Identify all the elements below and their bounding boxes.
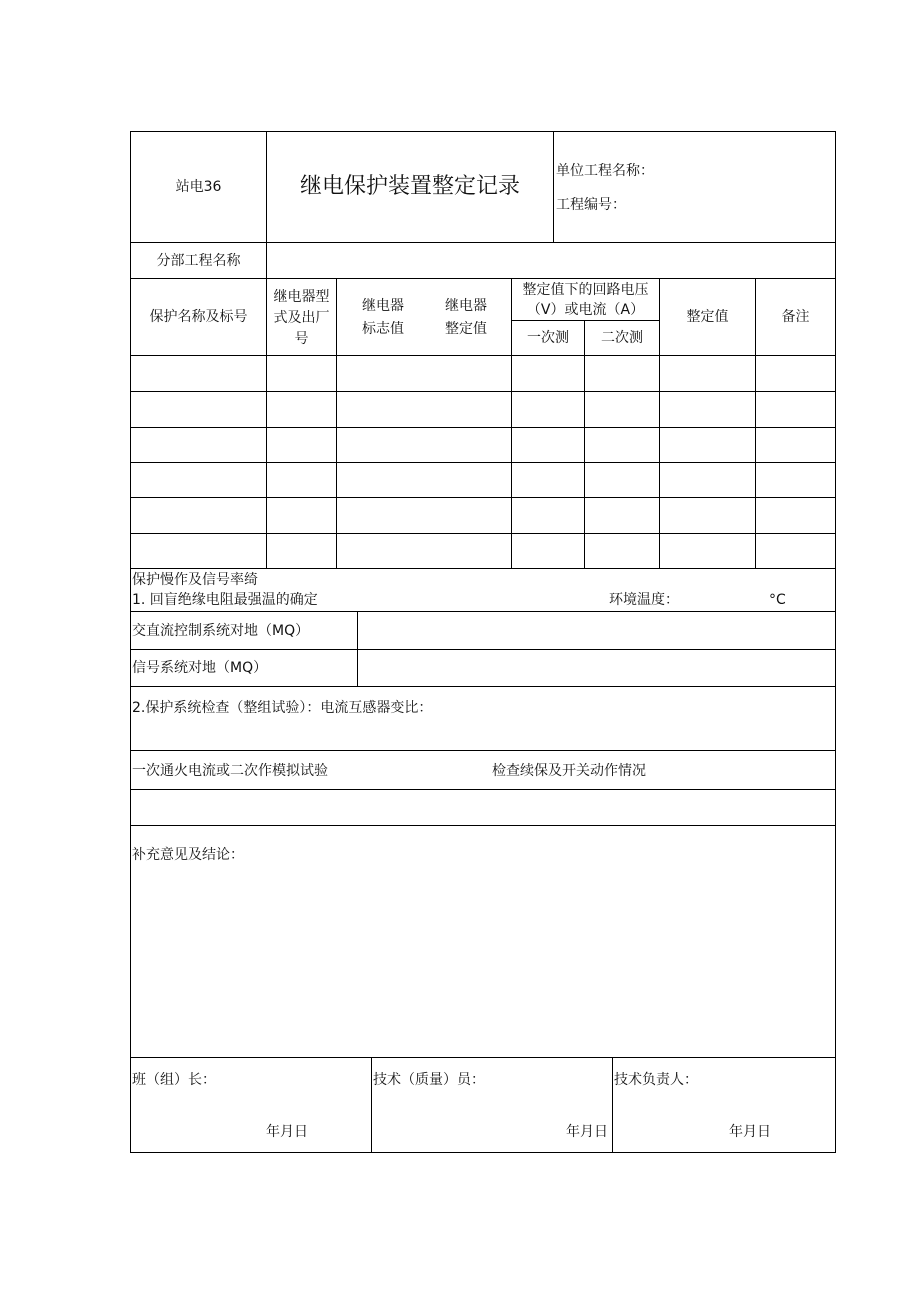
- col-header-model-2: 式及出厂: [273, 310, 330, 326]
- rule-sign-v2: [612, 1057, 613, 1152]
- rule-s2-bottom: [130, 750, 836, 751]
- chief-label: 技术负责人：: [614, 1072, 698, 1088]
- form-title: 继电保护装置整定记录: [299, 174, 520, 199]
- col-header-model-1: 继电器型: [273, 289, 330, 305]
- col-header-loop-2: （V）或电流（A）: [526, 302, 645, 318]
- col-header-setting: 整定值: [686, 309, 729, 325]
- conclusion-label: 补充意见及结论：: [132, 847, 244, 863]
- dc-ground-label: 交直流控制系统对地（MQ）: [132, 623, 310, 639]
- subproject-label: 分部工程名称: [156, 253, 241, 269]
- rule-insulation-v: [357, 611, 358, 686]
- date-chief: 年月日: [729, 1124, 771, 1140]
- test-left-label: 一次通火电流或二次作模拟试验: [132, 763, 328, 779]
- date-leader: 年月日: [266, 1124, 308, 1140]
- section1-item1: 1. 回盲绝缘电阻最强温的确定: [132, 592, 318, 608]
- col-header-primary: 一次测: [527, 330, 569, 346]
- rule-columns-bottom: [130, 355, 836, 356]
- leader-label: 班（组）长：: [132, 1072, 216, 1088]
- ambient-temp-label: 环境温度：: [609, 592, 679, 608]
- col-header-set-1: 继电器: [445, 298, 487, 314]
- test-right-label: 检查续保及开关动作情况: [492, 763, 646, 779]
- project-no-label: 工程编号：: [556, 197, 626, 213]
- rule-header-bottom: [130, 242, 836, 243]
- col-header-mark-1: 继电器: [362, 298, 404, 314]
- col-header-name: 保护名称及标号: [149, 309, 248, 325]
- rule-right: [835, 131, 836, 1153]
- rule-dc-bottom: [130, 649, 836, 650]
- rule-conclusion-bottom: [130, 1057, 836, 1058]
- unit-project-label: 单位工程名称：: [556, 163, 654, 179]
- rule-blank-bottom: [130, 825, 836, 826]
- rule-top: [130, 131, 836, 132]
- form-code: 站电36: [175, 179, 222, 195]
- col-header-remark: 备注: [781, 309, 810, 325]
- col-header-mark-2: 标志值: [362, 321, 404, 337]
- rule-table-bottom: [130, 568, 836, 569]
- rule-subproject-bottom: [130, 278, 836, 279]
- rule-col-2: [336, 278, 337, 568]
- col-header-model-3: 号: [294, 331, 309, 347]
- rule-row-4: [130, 497, 836, 498]
- rule-bottom: [130, 1152, 836, 1153]
- col-header-set-2: 整定值: [445, 321, 487, 337]
- rule-test-bottom: [130, 789, 836, 790]
- rule-row-2: [130, 427, 836, 428]
- ambient-temp-unit: °C: [769, 592, 786, 608]
- rule-header-v2: [553, 131, 554, 242]
- rule-col-4: [584, 320, 585, 568]
- rule-left: [130, 131, 131, 1153]
- rule-row-3: [130, 462, 836, 463]
- rule-row-1: [130, 391, 836, 392]
- tech-label: 技术（质量）员：: [373, 1072, 485, 1088]
- signal-ground-label: 信号系统对地（MQ）: [132, 660, 268, 676]
- rule-sign-v1: [371, 1057, 372, 1152]
- rule-loop-split: [511, 320, 659, 321]
- section1-heading: 保护慢作及信号率绮: [132, 572, 258, 588]
- rule-s1-bottom: [130, 611, 836, 612]
- date-tech: 年月日: [566, 1124, 608, 1140]
- col-header-loop-1: 整定值下的回路电压: [522, 282, 649, 298]
- rule-subproject-v: [266, 242, 267, 278]
- rule-col-3: [511, 278, 512, 568]
- rule-signal-bottom: [130, 686, 836, 687]
- section2-heading: 2.保护系统检查（整组试验）：电流互感器变比：: [132, 700, 433, 716]
- rule-row-5: [130, 533, 836, 534]
- col-header-secondary: 二次测: [601, 330, 643, 346]
